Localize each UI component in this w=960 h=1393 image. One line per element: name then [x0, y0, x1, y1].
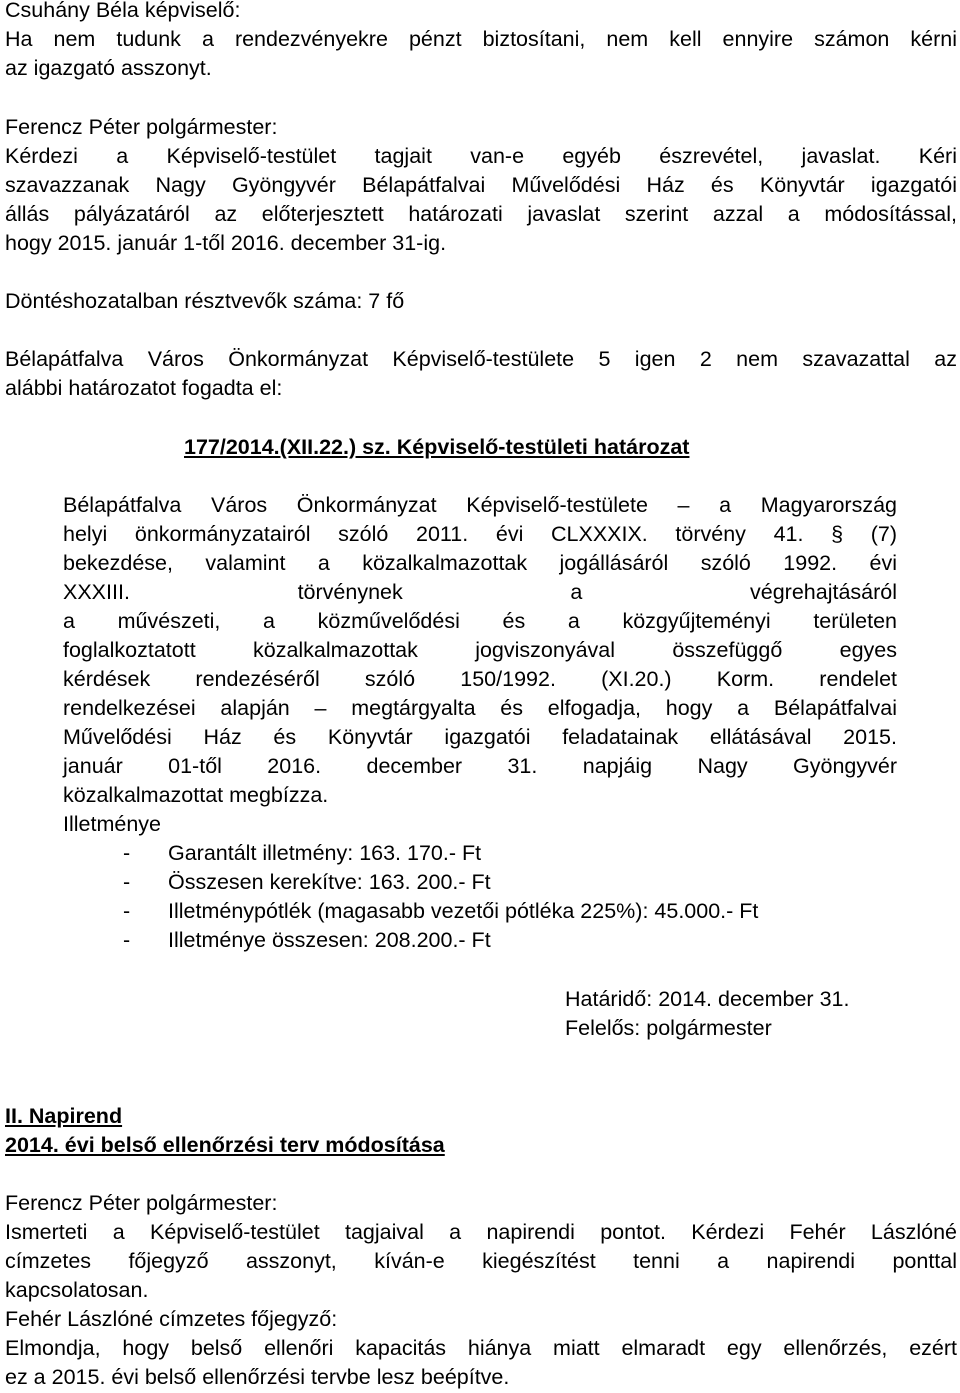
deadline: Határidő: 2014. december 31.: [565, 987, 850, 1011]
ferencz-text-line: hogy 2015. január 1-től 2016. december 31-ig.: [5, 231, 447, 255]
participants-count: Döntéshozatalban résztvevők száma: 7 fő: [5, 289, 405, 313]
ferencz-text-line: Kérdezi a Képviselő-testület tagjait van-e egyéb észrevétel, javaslat. Kéri: [5, 144, 957, 168]
resolution-line: Művelődési Ház és Könyvtár igazgatói feladatainak ellátásával 2015.: [63, 725, 897, 749]
csuhany-text-line: Ha nem tudunk a rendezvényekre pénzt biztosítani, nem kell ennyire számon kérni: [5, 27, 957, 51]
ferencz-text-line: szavazzanak Nagy Gyöngyvér Bélapátfalvai Művelődési Ház és Könyvtár igazgatói: [5, 173, 957, 197]
salary-item: Összesen kerekítve: 163. 200.- Ft: [168, 870, 491, 894]
agenda-title: 2014. évi belső ellenőrzési terv módosítása: [5, 1133, 445, 1157]
resolution-line: a művészeti, a közművelődési és a közgyűjteményi területen: [63, 609, 897, 633]
feher-text-line: ez a 2015. évi belső ellenőrzési tervbe lesz beépítve.: [5, 1365, 510, 1389]
salary-item: Garantált illetmény: 163. 170.- Ft: [168, 841, 482, 865]
speaker-csuhany: Csuhány Béla képviselő:: [5, 0, 241, 22]
ferencz-text-line: Ismerteti a Képviselő-testület tagjaival a napirendi pontot. Kérdezi Fehér Lászlóné: [5, 1220, 957, 1244]
speaker-ferencz: Ferencz Péter polgármester:: [5, 115, 278, 139]
resolution-line: XXXIII. törvénynek a végrehajtásáról: [63, 580, 897, 604]
resolution-title: 177/2014.(XII.22.) sz. Képviselő-testületi határozat: [184, 435, 690, 459]
responsible: Felelős: polgármester: [565, 1016, 772, 1040]
vote-result-line: Bélapátfalva Város Önkormányzat Képviselő-testülete 5 igen 2 nem szavazattal az: [5, 347, 957, 371]
ferencz-text-line: kapcsolatosan.: [5, 1278, 149, 1302]
resolution-line: Bélapátfalva Város Önkormányzat Képviselő-testülete – a Magyarország: [63, 493, 897, 517]
salary-item: Illetménye összesen: 208.200.- Ft: [168, 928, 491, 952]
list-bullet: -: [123, 899, 131, 923]
ferencz-text-line: címzetes főjegyző asszonyt, kíván-e kiegészítést tenni a napirendi ponttal: [5, 1249, 957, 1273]
list-bullet: -: [123, 928, 131, 952]
resolution-line: január 01-től 2016. december 31. napjáig Nagy Gyöngyvér: [63, 754, 897, 778]
resolution-line: bekezdése, valamint a közalkalmazottak jogállásáról szóló 1992. évi: [63, 551, 897, 575]
resolution-line: helyi önkormányzatairól szóló 2011. évi CLXXXIX. törvény 41. § (7): [63, 522, 897, 546]
salary-heading: Illetménye: [63, 812, 161, 836]
feher-text-line: Elmondja, hogy belső ellenőri kapacitás hiánya miatt elmaradt egy ellenőrzés, ezért: [5, 1336, 957, 1360]
vote-result-line: alábbi határozatot fogadta el:: [5, 376, 283, 400]
agenda-number: II. Napirend: [5, 1104, 123, 1128]
csuhany-text-line: az igazgató asszonyt.: [5, 56, 212, 80]
ferencz-text-line: állás pályázatáról az előterjesztett határozati javaslat szerint azzal a módosítással,: [5, 202, 957, 226]
resolution-line: rendelkezései alapján – megtárgyalta és elfogadja, hogy a Bélapátfalvai: [63, 696, 897, 720]
resolution-line: közalkalmazottat megbízza.: [63, 783, 329, 807]
list-bullet: -: [123, 870, 131, 894]
resolution-line: kérdések rendezéséről szóló 150/1992. (XI.20.) Korm. rendelet: [63, 667, 897, 691]
resolution-line: foglalkoztatott közalkalmazottak jogviszonyával összefüggő egyes: [63, 638, 897, 662]
speaker-ferencz: Ferencz Péter polgármester:: [5, 1191, 278, 1215]
salary-item: Illetménypótlék (magasabb vezetői pótléka 225%): 45.000.- Ft: [168, 899, 759, 923]
list-bullet: -: [123, 841, 131, 865]
speaker-feher: Fehér Lászlóné címzetes főjegyző:: [5, 1307, 338, 1331]
